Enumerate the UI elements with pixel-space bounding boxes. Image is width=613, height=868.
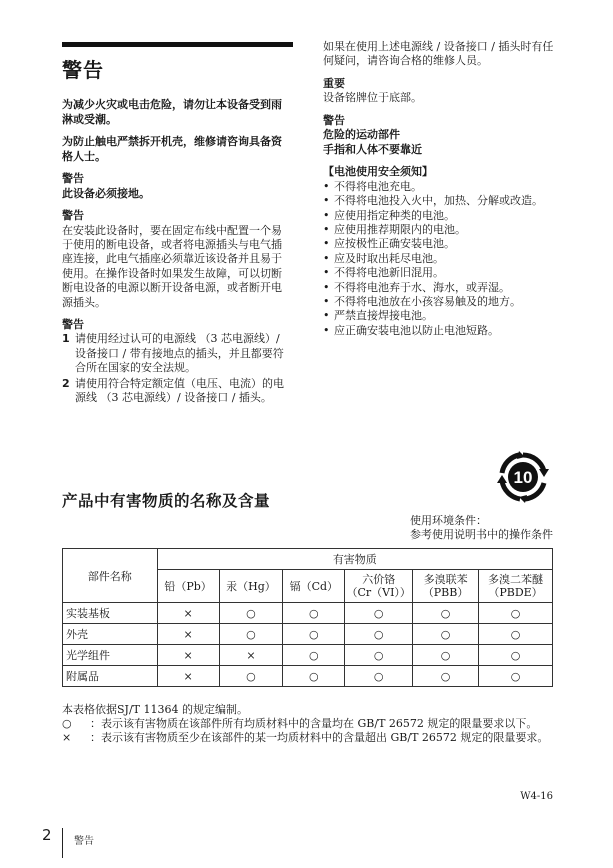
list-item: • 不得将电池投入火中，加热、分解或改造。 (323, 194, 557, 208)
warning-heading-1: 警告 (62, 172, 84, 185)
footer-divider (62, 828, 63, 858)
list-item: • 应正确安装电池以防止电池短路。 (323, 324, 557, 338)
usage-conditions: 使用环境条件： 参考使用说明书中的操作条件 (410, 514, 553, 541)
list-item: • 严禁直接焊接电池。 (323, 309, 557, 323)
footer-label: 警告 (74, 836, 94, 847)
nameplate-note: 设备铭牌位于底部。 (323, 91, 422, 105)
table-header-part-name: 部件名称 (63, 549, 158, 603)
table-header-cell: 铅（Pb） (157, 570, 219, 603)
cord-question: 如果在使用上述电源线 / 设备接口 / 插头时有任何疑问，请咨询合格的维修人员。 (323, 40, 554, 68)
list-item: • 应使用指定种类的电池。 (323, 209, 557, 223)
table-header-cell: 多溴联苯 （PBB） (413, 570, 479, 603)
eco-period-10-icon (497, 451, 549, 503)
list-item: 1 请使用经过认可的电源线 （3 芯电源线）/ 设备接口 / 带有接地点的插头，并且都要符合所在国家的安全法规。 (62, 332, 284, 375)
table-row: 光学组件 × × ○ ○ ○ ○ (63, 645, 553, 666)
cross-note: × ：表示该有害物质至少在该部件的某一均质材料中的含量超出 GB/T 26572 规定的限量要求。 (62, 731, 549, 744)
list-item: 2 请使用符合特定额定值（电压、电流）的电源线 （3 芯电源线）/ 设备接口 / 插头。 (62, 376, 284, 405)
warning-heading-4: 警告 (323, 113, 345, 127)
table-header-cell: 多溴二苯醚 （PBDE） (479, 570, 553, 603)
shock-warning: 为防止触电严禁拆开机壳，维修请咨询具备资格人士。 (62, 135, 282, 163)
table-header-group: 有害物质 (157, 549, 552, 570)
list-item: • 应使用推荐期限内的电池。 (323, 223, 557, 237)
hazard-table (62, 548, 553, 687)
list-item: • 应按极性正确安装电池。 (323, 237, 557, 251)
list-item: • 不得将电池充电。 (323, 180, 557, 194)
left-column (62, 98, 292, 406)
battery-heading: 【电池使用安全须知】 (323, 165, 433, 179)
circle-note: ○ ：表示该有害物质在该部件所有均质材料中的含量均在 GB/T 26572 规定的限量要求以下。 (62, 717, 538, 730)
moving-parts-line1: 危险的运动部件 (323, 128, 400, 142)
table-header-cell: 汞（Hg） (219, 570, 283, 603)
table-row: 附属品 × ○ ○ ○ ○ ○ (63, 666, 553, 687)
title-rule (62, 42, 293, 47)
list-item: • 应及时取出耗尽电池。 (323, 252, 557, 266)
table-notes (62, 703, 556, 745)
table-row: 外壳 × ○ ○ ○ ○ ○ (63, 624, 553, 645)
page-title: 警告 (62, 58, 104, 82)
page-number: 2 (42, 826, 52, 844)
warning-heading-2: 警告 (62, 209, 84, 222)
right-column (323, 40, 557, 338)
svg-text:10: 10 (513, 468, 533, 487)
list-item: • 不得将电池新旧混用。 (323, 266, 557, 280)
battery-list (323, 180, 557, 338)
moving-parts-line2: 手指和人体不要靠近 (323, 142, 422, 156)
table-header-cell: 镉（Cd） (283, 570, 345, 603)
table-header-cell: 六价铬 （Cr（VI）） (345, 570, 413, 603)
table-row: 实装基板 × ○ ○ ○ ○ ○ (63, 603, 553, 624)
basis-note: 本表格依据SJ/T 11364 的规定编制。 (62, 703, 248, 716)
important-heading: 重要 (323, 76, 345, 90)
document-code: W4-16 (520, 791, 553, 802)
ground-warning: 此设备必须接地。 (62, 186, 150, 200)
fire-warning: 为减少火灾或电击危险，请勿让本设备受到雨淋或受潮。 (62, 98, 282, 126)
list-item: • 不得将电池放在小孩容易触及的地方。 (323, 295, 557, 309)
install-warning: 在安装此设备时，要在固定布线中配置一个易于使用的断电设备，或者将电源插头与电气插座连接，此电气插座必须靠近该设备并且易于使用。在操作设备时如果发生故障，可以切断断电设备的电源以断开设备电源，或者断开电源插头。 (62, 223, 282, 309)
list-item: • 不得将电池弃于水、海水，或弄湿。 (323, 281, 557, 295)
power-cord-list (62, 332, 292, 405)
hazard-section-title: 产品中有害物质的名称及含量 (62, 492, 271, 510)
warning-heading-3: 警告 (62, 317, 84, 331)
